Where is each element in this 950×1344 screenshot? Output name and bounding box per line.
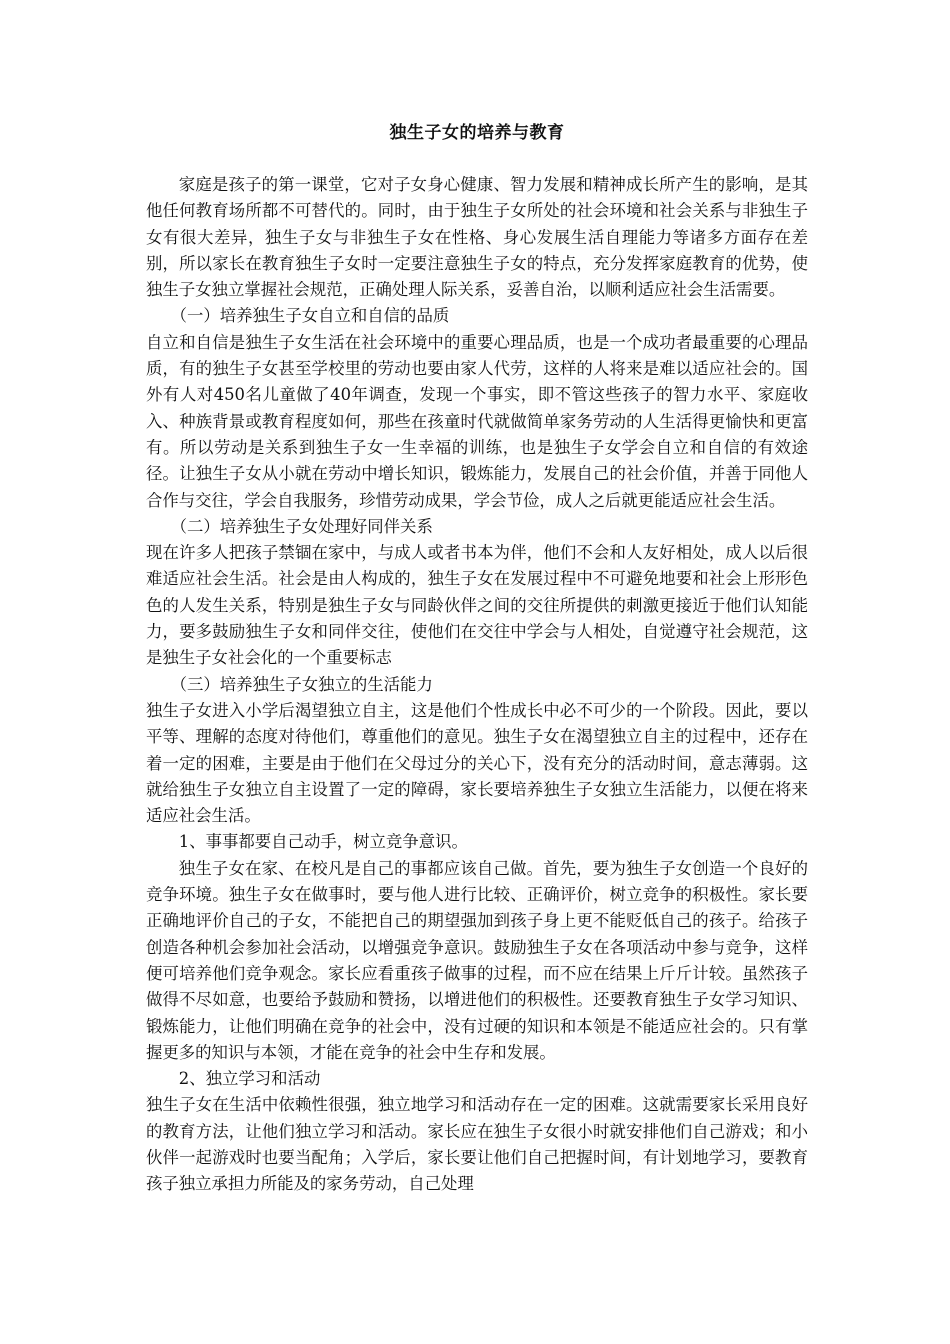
document-body [146, 172, 808, 1198]
section-heading-3: （三）培养独生子女独立的生活能力 [170, 674, 433, 694]
document-page [146, 0, 808, 1198]
subheading-2: 2、独立学习和活动 [178, 1069, 321, 1089]
section-heading-2: （二）培养独生子女处理好同伴关系 [170, 516, 433, 536]
paragraph-section-3: 独生子女进入小学后渴望独立自主，这是他们个性成长中必不可少的一个阶段。因此，要以平等、理解的态度对待他们，尊重他们的意见。独生子女在渴望独立自主的过程中，还存在着一定的困难，主要是由于他们在父母过分的关心下，没有充分的活动时间，意志薄弱。这就给独生子女独立自主设置了一定的障碍，家长要培养独生子女独立生活能力，以便在将来适应社会生活。 [146, 700, 808, 826]
paragraph-section-1: 自立和自信是独生子女生活在社会环境中的重要心理品质，也是一个成功者最重要的心理品质，有的独生子女甚至学校里的劳动也要由家人代劳，这样的人将来是难以适应社会的。国外有人对450名儿童做了40年调查，发现一个事实，即不管这些孩子的智力水平、家庭收入、种族背景或教育程度如何，那些在孩童时代就做简单家务劳动的人生活得更愉快和更富有。所以劳动是关系到独生子女一生幸福的训练，也是独生子女学会自立和自信的有效途径。让独生子女从小就在劳动中增长知识，锻炼能力，发展自己的社会价值，并善于同他人合作与交往，学会自我服务，珍惜劳动成果，学会节俭，成人之后就更能适应社会生活。 [146, 332, 808, 510]
section-heading-1: （一）培养独生子女自立和自信的品质 [170, 306, 450, 326]
paragraph-subsection-1: 独生子女在家、在校凡是自己的事都应该自己做。首先，要为独生子女创造一个良好的竞争环境。独生子女在做事时，要与他人进行比较、正确评价，树立竞争的积极性。家长要正确地评价自己的子女，不能把自己的期望强加到孩子身上更不能贬低自己的孩子。给孩子创造各种机会参加社会活动，以增强竞争意识。鼓励独生子女在各项活动中参与竞争，这样便可培养他们竞争观念。家长应看重孩子做事的过程，而不应在结果上斤斤计较。虽然孩子做得不尽如意，也要给予鼓励和赞扬，以增进他们的积极性。还要教育独生子女学习知识、锻炼能力，让他们明确在竞争的社会中，没有过硬的知识和本领是不能适应社会的。只有掌握更多的知识与本领，才能在竞争的社会中生存和发展。 [146, 858, 808, 1062]
paragraph-subsection-2: 独生子女在生活中依赖性很强，独立地学习和活动存在一定的困难。这就需要家长采用良好的教育方法，让他们独立学习和活动。家长应在独生子女很小时就安排他们自己游戏；和小伙伴一起游戏时也要当配角；入学后，家长要让他们自己把握时间，有计划地学习，要教育孩子独立承担力所能及的家务劳动，自己处理 [146, 1095, 808, 1194]
paragraph-intro: 家庭是孩子的第一课堂，它对子女身心健康、智力发展和精神成长所产生的影响，是其他任何教育场所都不可替代的。同时，由于独生子女所处的社会环境和社会关系与非独生子女有很大差异，独生子女与非独生子女在性格、身心发展生活自理能力等诸多方面存在差别，所以家长在教育独生子女时一定要注意独生子女的特点，充分发挥家庭教育的优势，使独生子女独立掌握社会规范，正确处理人际关系，妥善自治，以顺利适应社会生活需要。 [146, 175, 808, 300]
document-title: 独生子女的培养与教育 [389, 123, 565, 143]
paragraph-section-2: 现在许多人把孩子禁锢在家中，与成人或者书本为伴，他们不会和人友好相处，成人以后很难适应社会生活。社会是由人构成的，独生子女在发展过程中不可避免地要和社会上形形色色的人发生关系，特别是独生子女与同龄伙伴之间的交往所提供的刺激更接近于他们认知能力，要多鼓励独生子女和同伴交往，使他们在交往中学会与人相处，自觉遵守社会规范，这是独生子女社会化的一个重要标志 [146, 543, 808, 668]
subheading-1: 1、事事都要自己动手，树立竞争意识。 [178, 832, 468, 852]
